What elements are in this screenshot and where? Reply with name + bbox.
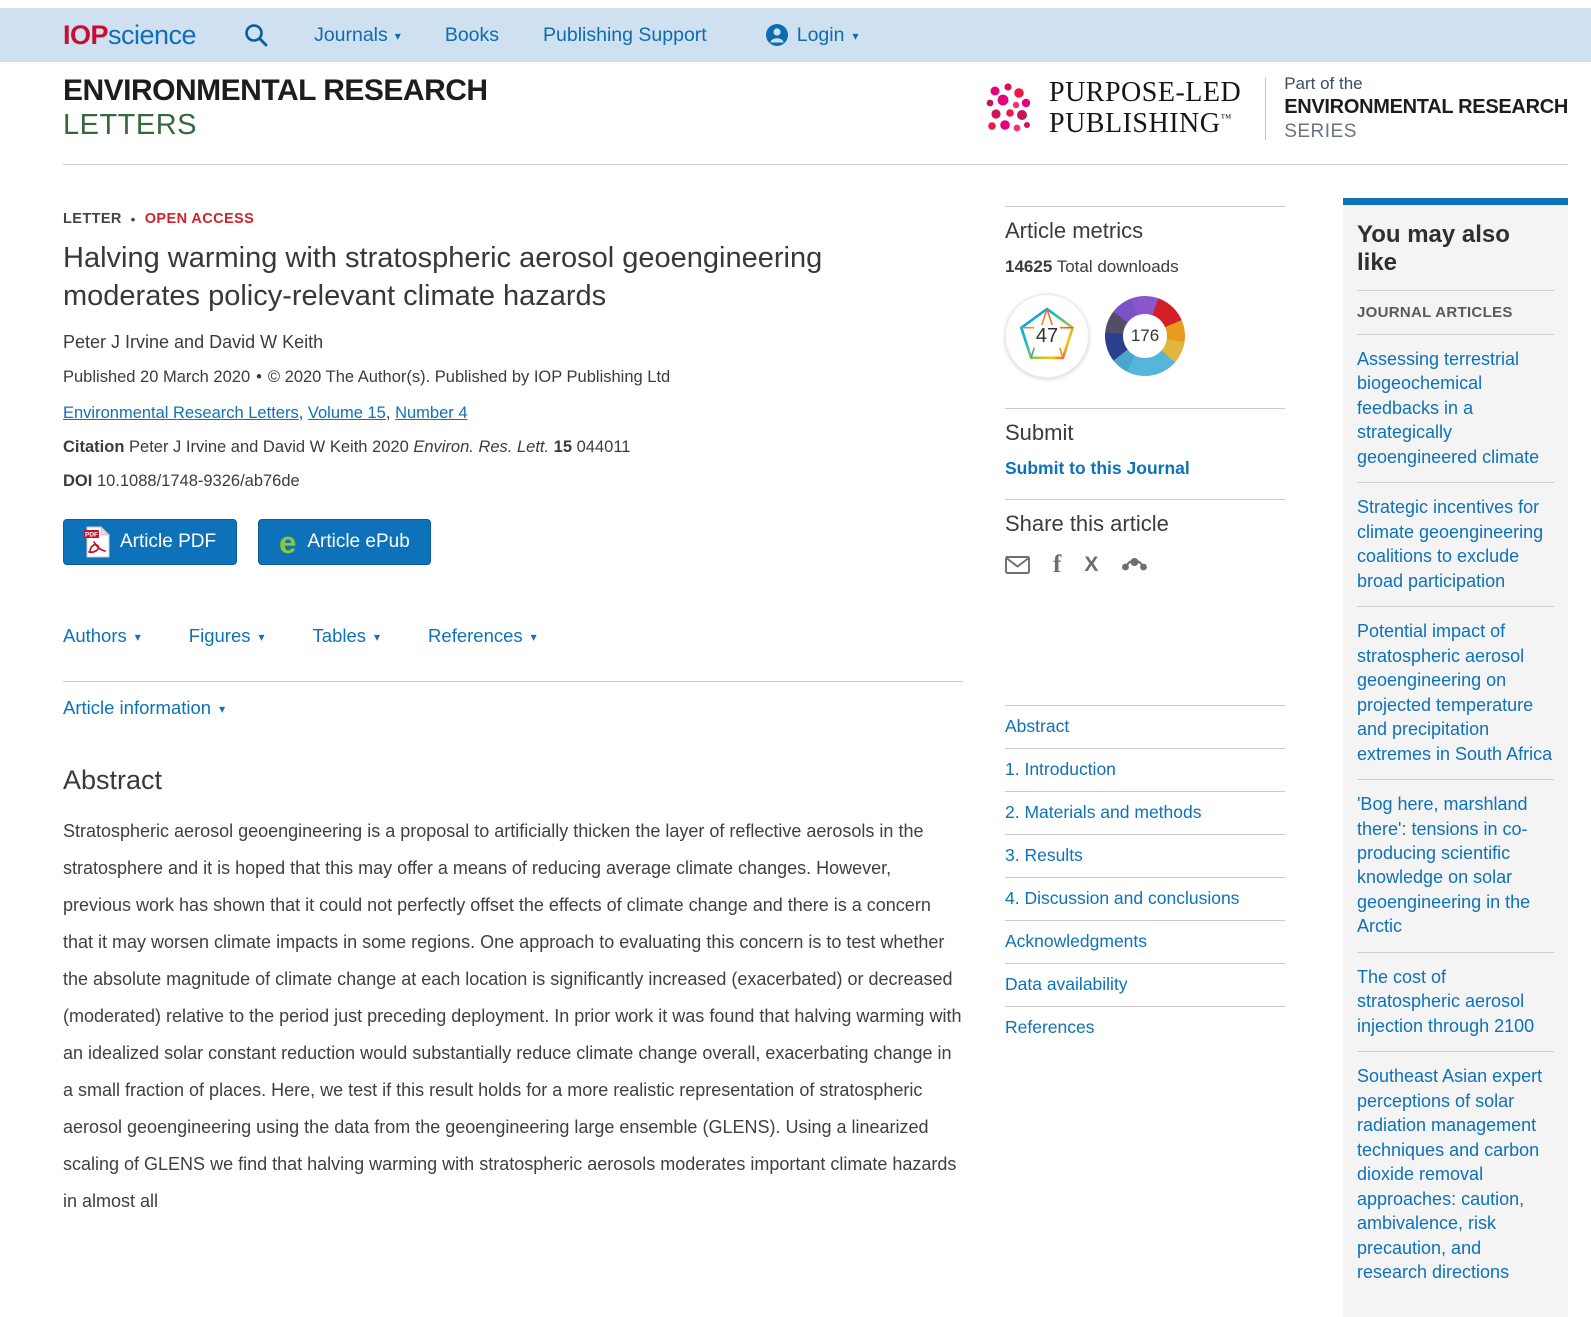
series-suffix: SERIES [1284,121,1357,142]
number-link[interactable]: Number 4 [395,404,468,423]
volume-link[interactable]: Volume 15 [307,404,386,423]
toc-item [1005,791,1285,834]
list-item [1357,952,1554,1051]
doi-label: DOI [63,472,93,491]
toc-data-availability-link[interactable]: Data availability [1005,974,1128,994]
toc-acknowledgments-link[interactable]: Acknowledgments [1005,931,1148,951]
figures-dropdown-label: Figures [188,625,251,647]
doi-value: 10.1088/1748-9326/ab76de [96,472,300,491]
chevron-down-icon: ▾ [219,702,226,717]
publisher-block [983,74,1568,143]
related-article-link[interactable]: 'Bog here, marshland there': tensions in co-producing scientific knowledge on solar geoengineering in the Arctic [1357,794,1531,937]
nav-journals[interactable] [314,24,401,47]
citation-volume: 15 [553,438,573,457]
journal-issue-links [63,404,963,423]
chevron-down-icon: ▾ [134,630,141,645]
related-article-link[interactable]: The cost of stratospheric aerosol injection through 2100 [1357,966,1535,1036]
article-metrics-heading: Article metrics [1005,218,1144,243]
dimensions-citations-badge[interactable] [1005,294,1089,378]
related-heading: You may also like [1357,221,1510,276]
metric-badges [1005,294,1285,378]
related-article-link[interactable]: Strategic incentives for climate geoengineering coalitions to exclude broad participation [1357,497,1544,591]
related-articles-sidebar [1343,198,1568,1317]
list-item [1357,606,1554,779]
article-information-dropdown[interactable] [63,697,225,719]
article-section-dropdowns [63,625,963,647]
journal-title[interactable] [63,74,488,142]
plp-line2: PUBLISHING [1049,107,1221,139]
toc-abstract-link[interactable]: Abstract [1005,716,1070,736]
x-twitter-icon: X [1084,553,1099,576]
chevron-down-icon: ▾ [374,630,381,645]
toc-item [1005,748,1285,791]
epub-icon: e [279,524,297,560]
table-of-contents [1005,705,1285,1049]
epub-button-label: Article ePub [307,531,410,553]
list-item [1357,334,1554,482]
search-button[interactable] [242,21,270,49]
share-icon-row [1005,552,1285,577]
svg-text:PDF: PDF [85,531,98,539]
download-buttons [63,519,963,565]
section-divider [1005,206,1285,207]
section-divider [1005,499,1285,500]
published-line [63,368,963,387]
share-facebook-button[interactable] [1053,552,1061,577]
journal-title-line2: LETTERS [63,109,198,141]
series-prefix: Part of the [1284,74,1363,93]
purpose-led-publishing-logo-icon [983,81,1035,137]
list-item [1357,482,1554,606]
copyright-text: © 2020 The Author(s). Published by IOP Publishing Ltd [267,368,671,387]
vertical-divider [1265,78,1266,140]
authors-dropdown[interactable] [63,625,141,647]
search-icon [242,21,270,49]
nav-journals-label: Journals [314,23,388,46]
references-dropdown[interactable] [428,625,537,647]
you-may-also-like-panel [1343,205,1568,1317]
nav-publishing-support-label: Publishing Support [543,23,707,46]
article-title: Halving warming with stratospheric aerosol geoengineering moderates policy-relevant climate hazards [63,242,823,312]
downloads-label: Total downloads [1056,257,1179,276]
share-heading: Share this article [1005,511,1169,536]
chevron-down-icon: ▾ [258,630,265,645]
article-meta-row [63,211,963,227]
related-articles-list [1357,334,1554,1297]
bullet-separator: • [130,211,136,227]
related-subheading: JOURNAL ARTICLES [1357,290,1554,334]
bullet-separator: • [256,368,262,387]
journal-link[interactable]: Environmental Research Letters [63,404,299,423]
pdf-button-label: Article PDF [120,531,217,553]
plp-line1: PURPOSE-LED [1049,77,1242,109]
related-article-link[interactable]: Southeast Asian expert perceptions of solar radiation management techniques and carbon dioxide removal approaches: caution, ambivalence, risk precaution, and research directions [1357,1066,1543,1282]
toc-references-link[interactable]: References [1005,1017,1095,1037]
list-item [1357,779,1554,952]
citation-article-number: 044011 [576,438,631,457]
figures-dropdown[interactable] [189,625,265,647]
references-dropdown-label: References [428,625,523,647]
citation-journal-abbrev: Environ. Res. Lett. [413,438,550,457]
tables-dropdown-label: Tables [312,625,367,647]
total-downloads [1005,257,1285,277]
section-divider [63,681,963,682]
article-information-row [63,697,963,719]
submit-to-journal-link[interactable]: Submit to this Journal [1005,458,1190,478]
toc-item [1005,877,1285,920]
metrics-column [1005,165,1285,1049]
published-date: Published 20 March 2020 [63,368,251,387]
citation-line [63,438,963,457]
toc-item [1005,963,1285,1006]
chevron-down-icon: ▾ [394,29,401,43]
login-button[interactable] [765,23,859,47]
nav-publishing-support[interactable] [543,24,707,47]
share-mendeley-button[interactable] [1121,556,1148,574]
toc-discussion-link[interactable]: 4. Discussion and conclusions [1005,888,1240,908]
comma-separator: , [385,404,391,423]
brand-iop: IOP [63,19,109,50]
doi-line [63,472,963,491]
submit-heading: Submit [1005,420,1074,445]
facebook-icon: f [1053,551,1062,578]
toc-item [1005,1006,1285,1049]
article-information-label: Article information [63,697,212,719]
trademark-symbol: ™ [1220,112,1232,125]
dimensions-count: 47 [1035,324,1059,347]
iopscience-logo[interactable] [63,20,196,51]
toc-results-link[interactable]: 3. Results [1005,845,1083,865]
series-block [1284,74,1568,143]
chevron-down-icon: ▾ [530,630,537,645]
section-divider [1005,408,1285,409]
purpose-led-publishing-wordmark [1049,78,1241,138]
article-main-column [63,165,963,1220]
authors-dropdown-label: Authors [63,625,127,647]
related-article-link[interactable]: Potential impact of stratospheric aerosol geoengineering on projected temperature and precipitation extremes in South Africa [1357,621,1553,764]
article-type-label: LETTER [63,211,122,227]
open-access-badge: OPEN ACCESS [144,211,255,227]
altmetric-badge[interactable] [1105,296,1185,376]
abstract-heading: Abstract [63,765,163,796]
brand-science: science [108,19,197,50]
mendeley-icon [1121,556,1148,574]
journal-title-line1: ENVIRONMENTAL RESEARCH [63,74,488,107]
citation-label: Citation [63,438,125,457]
nav-books[interactable] [445,24,499,47]
top-navigation [0,8,1591,62]
article-authors: Peter J Irvine and David W Keith [63,332,324,353]
sidebar-accent-bar [1343,198,1568,205]
tables-dropdown[interactable] [313,625,381,647]
toc-materials-methods-link[interactable]: 2. Materials and methods [1005,802,1202,822]
email-icon [1005,556,1030,574]
altmetric-count: 176 [1123,314,1167,358]
toc-item [1005,834,1285,877]
abstract-text: Stratospheric aerosol geoengineering is a proposal to artificially thicken the layer of reflective aerosols in the stratosphere and it is hoped that this may offer a means of reducing average climate changes. However, previous work has shown that it could not perfectly offset the effects of climate change and there is a concern that it may worsen climate impacts in some regions. One approach to evaluating this concern is to test whether the absolute magnitude of climate change at each location is significantly increased (exacerbated) or decreased (moderated) relative to the period just preceding deployment. In prior work it was found that halving warming with an idealized solar constant reduction would substantially reduce climate change overall, exacerbating change in a small fraction of places. Here, we test if this result holds for a more realistic representation of stratospheric aerosol geoengineering using the data from the geoengineering large ensemble (GLENS). Using a linearized scaling of GLENS we find that halving warming with stratospheric aerosols moderates important climate hazards in almost all [63,821,962,1212]
toc-introduction-link[interactable]: 1. Introduction [1005,759,1116,779]
downloads-count: 14625 [1005,257,1053,276]
article-pdf-button[interactable] [63,519,237,565]
share-x-button[interactable] [1084,554,1098,575]
citation-authors: Peter J Irvine and David W Keith 2020 [129,438,409,457]
article-epub-button[interactable] [258,519,431,565]
chevron-down-icon: ▾ [852,29,859,43]
nav-books-label: Books [444,23,500,46]
list-item [1357,1051,1554,1297]
share-email-button[interactable] [1005,556,1030,574]
pdf-icon [84,526,111,558]
toc-item [1005,705,1285,748]
comma-separator: , [298,404,304,423]
toc-item [1005,920,1285,963]
series-title: ENVIRONMENTAL RESEARCH [1284,96,1568,118]
login-label: Login [796,23,845,46]
user-icon [765,23,789,47]
journal-masthead [0,62,1591,152]
related-article-link[interactable]: Assessing terrestrial biogeochemical feedbacks in a strategically geoengineered climate [1357,349,1540,467]
